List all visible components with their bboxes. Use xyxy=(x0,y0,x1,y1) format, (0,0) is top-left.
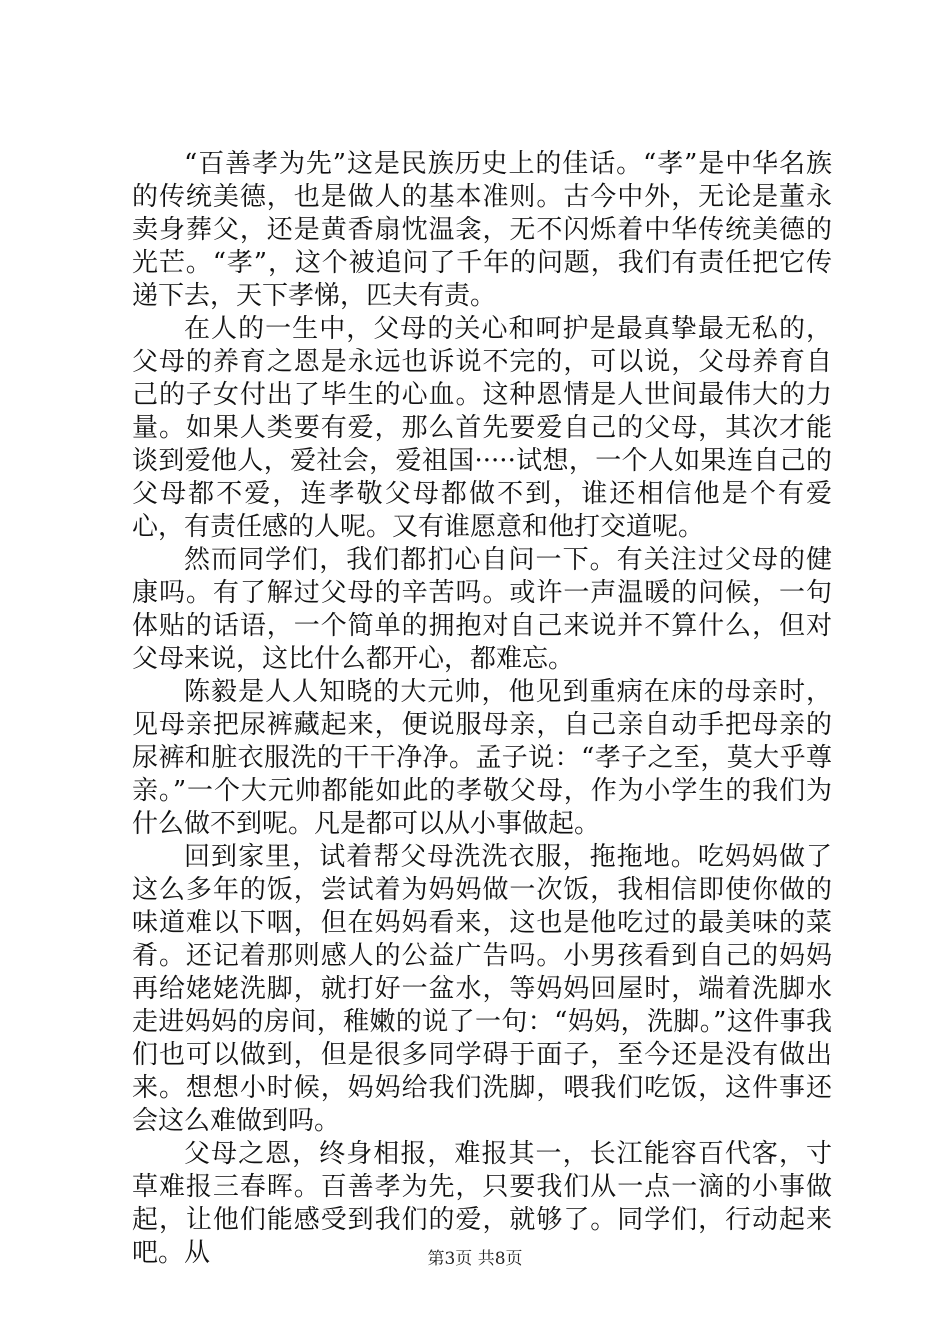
paragraph-1: “百善孝为先”这是民族历史上的佳话。“孝”是中华名族的传统美德，也是做人的基本准则。古今中外，无论是董永卖身葬父，还是黄香扇忱温衾，无不闪烁着中华传统美德的光芒。“孝”，这个被追问了千年的问题，我们有责任把它传递下去，天下孝悌，匹夫有责。 xyxy=(132,149,832,311)
paragraph-4: 陈毅是人人知晓的大元帅，他见到重病在床的母亲时，见母亲把尿裤藏起来，便说服母亲，自己亲自动手把母亲的尿裤和脏衣服洗的干干净净。孟子说：“孝子之至，莫大乎尊亲。”一个大元帅都能如此的孝敬父母，作为小学生的我们为什么做不到呢。凡是都可以从小事做起。 xyxy=(132,677,832,839)
paragraph-2: 在人的一生中，父母的关心和呵护是最真挚最无私的，父母的养育之恩是永远也诉说不完的，可以说，父母养育自己的子女付出了毕生的心血。这种恩情是人世间最伟大的力量。如果人类要有爱，那么首先要爱自己的父母，其次才能谈到爱他人，爱社会，爱祖国·····试想，一个人如果连自己的父母都不爱，连孝敬父母都做不到，谁还相信他是个有爱心，有责任感的人呢。又有谁愿意和他打交道呢。 xyxy=(132,314,832,542)
document-body xyxy=(132,148,832,1270)
page-footer: 第3页 共8页 xyxy=(427,1249,523,1269)
paragraph-3: 然而同学们，我们都扪心自问一下。有关注过父母的健康吗。有了解过父母的辛苦吗。或许一声温暖的问候，一句体贴的话语，一个简单的拥抱对自己来说并不算什么，但对父母来说，这比什么都开心，都难忘。 xyxy=(132,545,832,674)
paragraph-6: 父母之恩，终身相报，难报其一，长江能容百代客，寸草难报三春晖。百善孝为先，只要我们从一点一滴的小事做起，让他们能感受到我们的爱，就够了。同学们，行动起来吧。从 xyxy=(132,1139,832,1268)
paragraph-5: 回到家里，试着帮父母洗洗衣服，拖拖地。吃妈妈做了这么多年的饭，尝试着为妈妈做一次饭，我相信即使你做的味道难以下咽，但在妈妈看来，这也是他吃过的最美味的菜肴。还记着那则感人的公益广告吗。小男孩看到自己的妈妈再给姥姥洗脚，就打好一盆水，等妈妈回屋时，端着洗脚水走进妈妈的房间，稚嫩的说了一句：“妈妈，洗脚。”这件事我们也可以做到，但是很多同学碍于面子，至今还是没有做出来。想想小时候，妈妈给我们洗脚，喂我们吃饭，这件事还会这么难做到吗。 xyxy=(132,842,832,1136)
